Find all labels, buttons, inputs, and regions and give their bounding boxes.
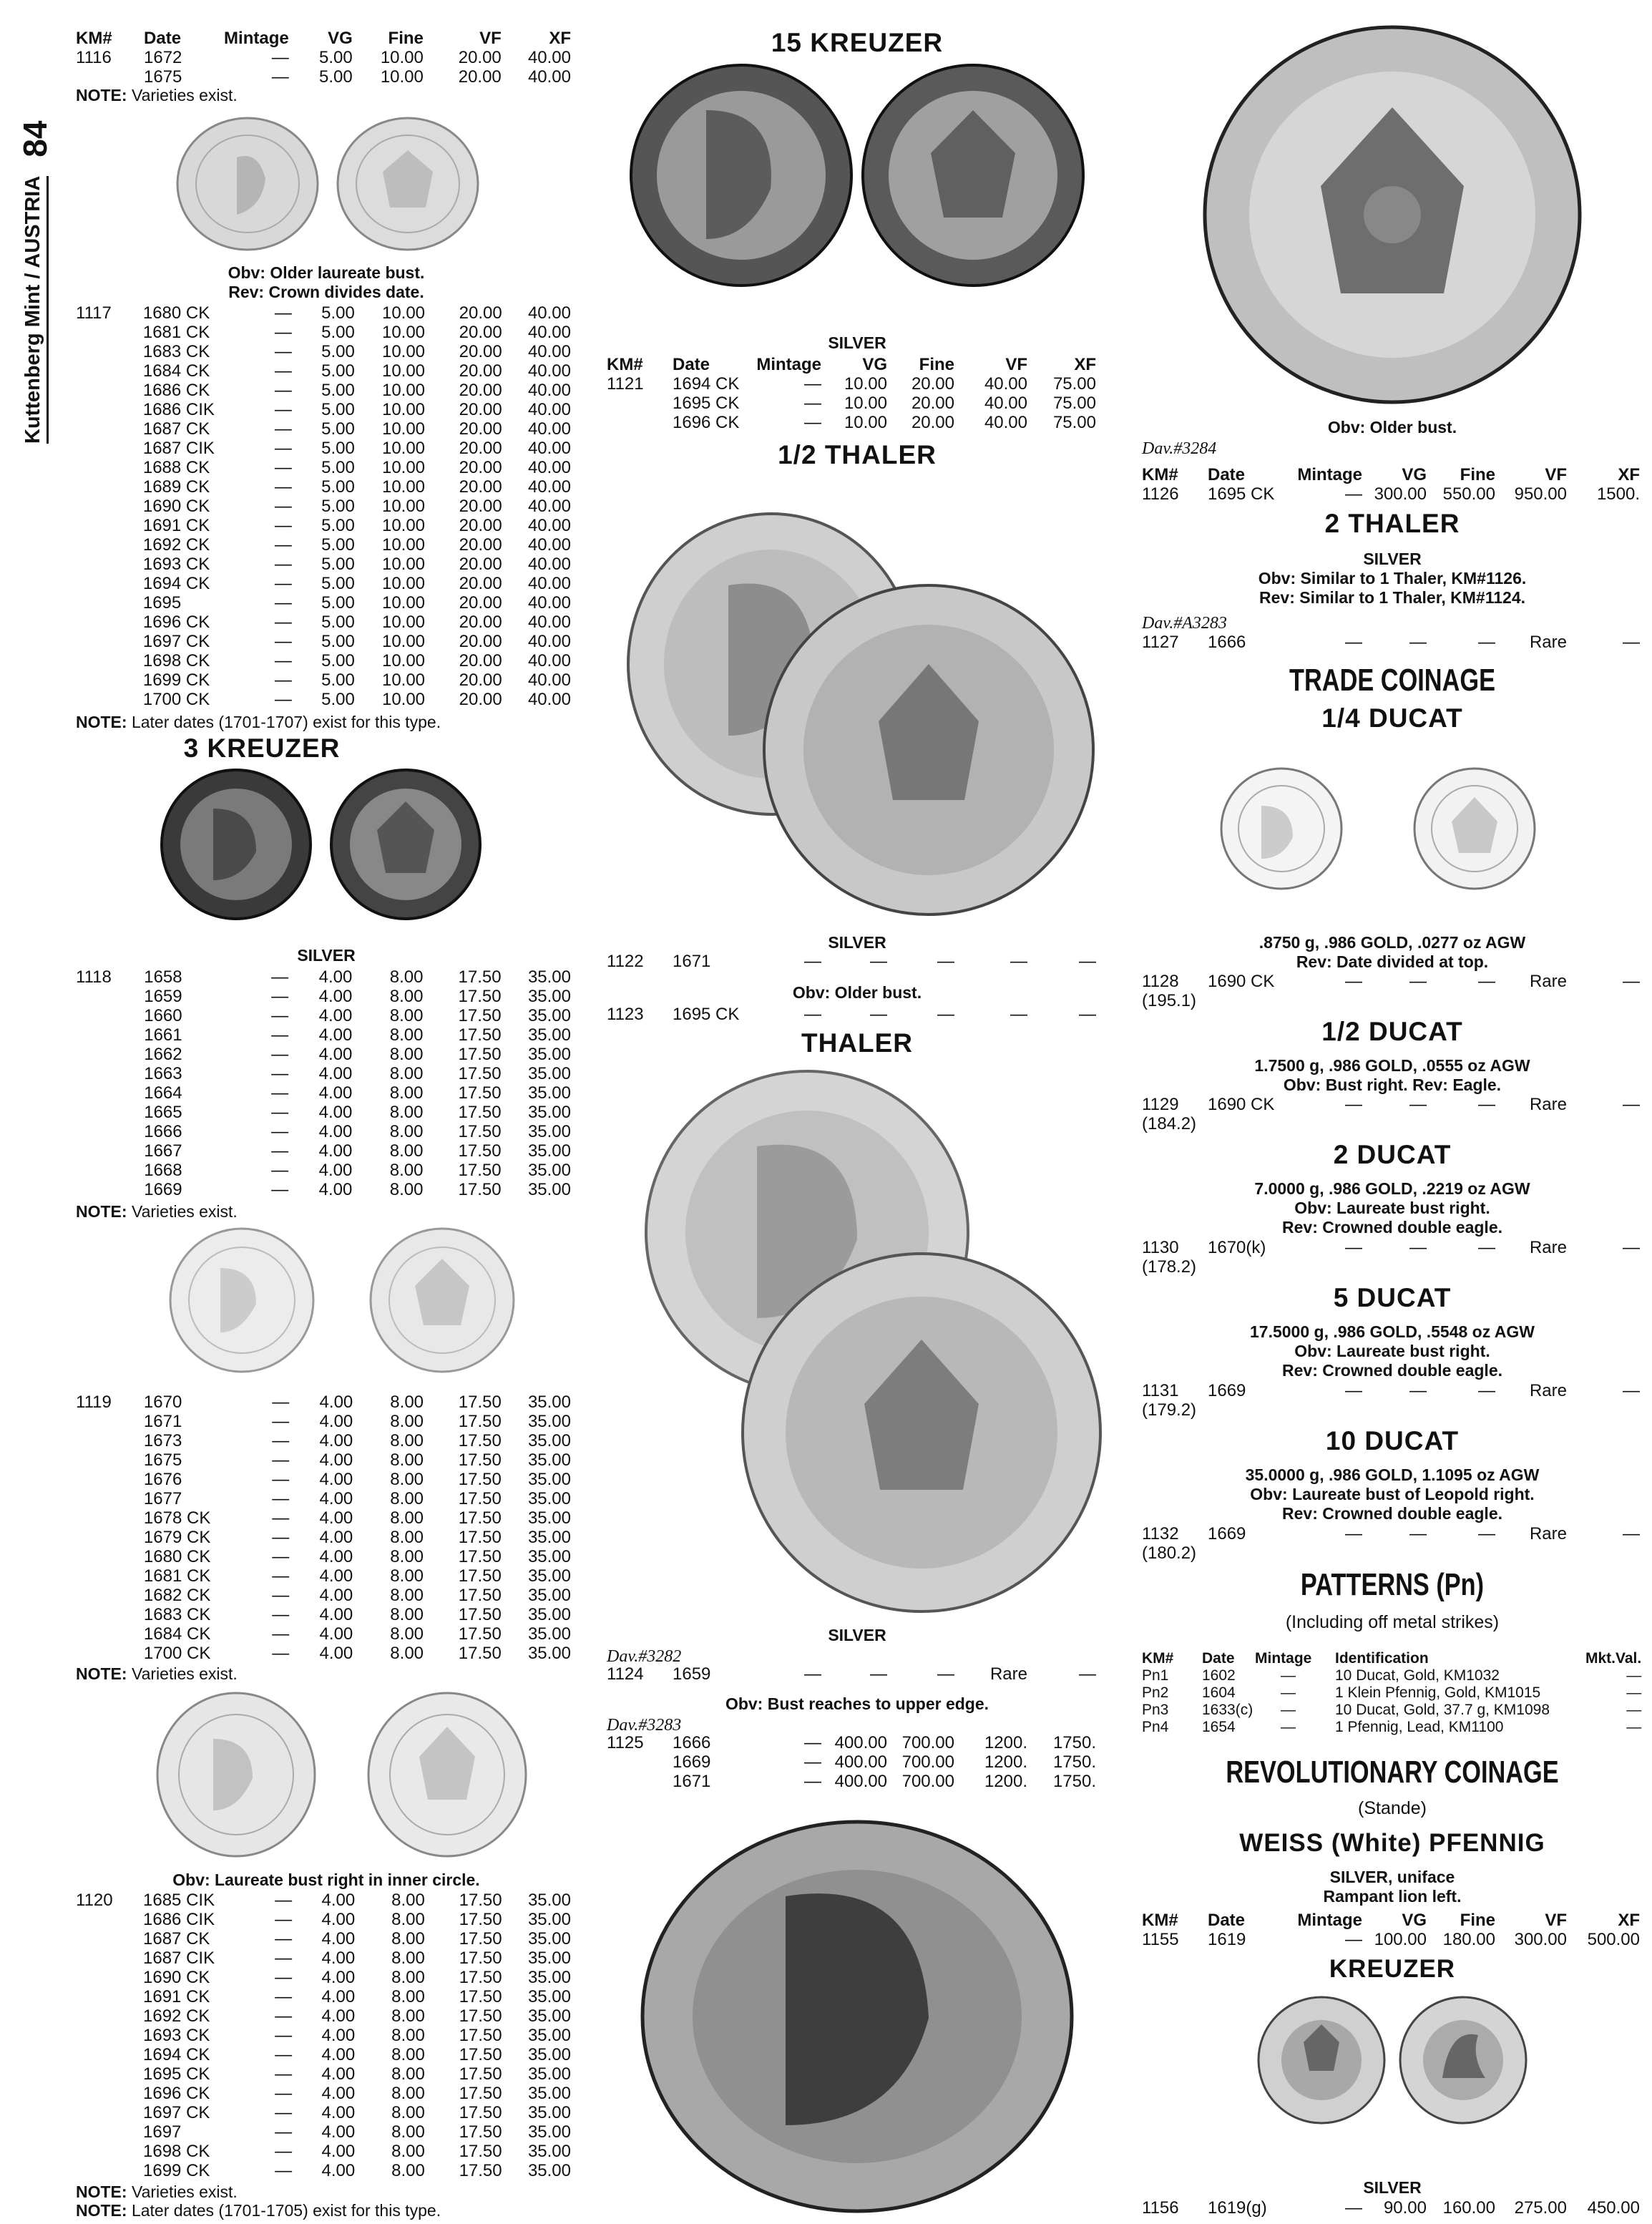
caption: 1.7500 g, .986 GOLD, .0555 oz AGW [1254, 1056, 1530, 1075]
caption: Obv: Older laureate bust. [228, 263, 425, 282]
table-row: 1124 1659 — — — Rare — [607, 1664, 1096, 1684]
km1124-dav: Dav.#3282 [607, 1647, 682, 1666]
km1125-dav: Dav.#3283 [607, 1716, 682, 1735]
col-vg: VG [328, 29, 353, 48]
col-date: Date [1208, 465, 1246, 484]
table-row: 1125 1666 — 400.00 700.00 1200. 1750. [607, 1733, 1096, 1752]
table-row: 1675 — 5.00 10.00 20.00 40.00 [144, 67, 571, 87]
patterns-rows [1142, 1667, 1641, 1736]
km1128-captions [1142, 933, 1643, 972]
km1155-table [1142, 1911, 1640, 1949]
table-row: 1691 CK — 5.00 10.00 20.00 40.00 [142, 516, 571, 535]
col-km: KM# [1142, 1911, 1178, 1930]
km1130-captions [1142, 1179, 1643, 1237]
table-row: 1121 1694 CK — 10.00 20.00 40.00 75.00 [607, 374, 1096, 394]
table-row: 1671 — 4.00 8.00 17.50 35.00 [143, 1412, 571, 1431]
table-row: 1692 CK — 4.00 8.00 17.50 35.00 [143, 2006, 571, 2026]
caption: Rev: Date divided at top. [1296, 952, 1489, 971]
col-date: Date [1208, 1911, 1246, 1930]
table-row: (178.2) [1142, 1257, 1197, 1277]
table-row: 1127 1666 — — — Rare — [1142, 633, 1640, 652]
coin-reverse-icon [363, 1689, 532, 1860]
km1117-rows [76, 303, 571, 709]
table-row: 1693 CK — 5.00 10.00 20.00 40.00 [142, 555, 571, 574]
table-row: 1659 — 4.00 8.00 17.50 35.00 [144, 987, 571, 1006]
col-xf: XF [1618, 465, 1640, 484]
patterns-subheading: (Including off metal strikes) [1285, 1612, 1500, 1632]
table-row: 1669 — 400.00 700.00 1200. 1750. [673, 1752, 1096, 1772]
km1126-caption: Obv: Older bust. [1327, 418, 1457, 436]
km1120-coin-images [113, 1689, 571, 1860]
revolutionary-subheading: (Stande) [1358, 1798, 1427, 1818]
table-row: 1696 CK — 4.00 8.00 17.50 35.00 [143, 2084, 571, 2103]
table-row: 1681 CK — 5.00 10.00 20.00 40.00 [142, 323, 571, 342]
km1118-table [76, 967, 571, 1199]
col-xf: XF [1074, 355, 1096, 374]
heading-patterns: PATTERNS (Pn) [1300, 1567, 1485, 1602]
heading-thaler: THALER [801, 1028, 914, 1058]
caption: 35.0000 g, .986 GOLD, 1.1095 oz AGW [1245, 1465, 1540, 1484]
table-row: 1695 CK — 4.00 8.00 17.50 35.00 [143, 2064, 571, 2084]
km1126-dav: Dav.#3284 [1142, 439, 1217, 458]
table-row: 1698 CK — 5.00 10.00 20.00 40.00 [142, 651, 571, 670]
table-header [1142, 1650, 1641, 1667]
table-row: 1128 1690 CK — — — Rare — [1142, 972, 1640, 991]
caption: Obv: Similar to 1 Thaler, KM#1126. [1258, 569, 1527, 587]
heading-5-ducat: 5 DUCAT [1333, 1283, 1452, 1312]
table-row: 1699 CK — 4.00 8.00 17.50 35.00 [143, 2161, 571, 2180]
coin-obverse-icon [163, 1225, 321, 1375]
km1125-caption: Obv: Bust reaches to upper edge. [725, 1694, 989, 1713]
caption: Rev: Crown divides date. [228, 283, 424, 301]
col-mintage: Mintage [1255, 1650, 1312, 1667]
table-row: 1676 — 4.00 8.00 17.50 35.00 [143, 1470, 571, 1489]
coin-obverse-icon [1253, 1992, 1389, 2128]
km1120-table [76, 1891, 571, 2180]
table-row: 1683 CK — 4.00 8.00 17.50 35.00 [143, 1605, 571, 1624]
heading-2-ducat: 2 DUCAT [1333, 1140, 1452, 1169]
table-row: 1694 CK — 5.00 10.00 20.00 40.00 [142, 574, 571, 593]
km1117-captions [76, 263, 577, 302]
col-km: KM# [1142, 1650, 1174, 1667]
table-row: 1686 CK — 5.00 10.00 20.00 40.00 [142, 381, 571, 400]
col-date: Date [673, 355, 710, 374]
caption: SILVER, uniface [1329, 1868, 1455, 1886]
coin-reverse-icon [1199, 21, 1585, 408]
table-row: 1663 — 4.00 8.00 17.50 35.00 [144, 1064, 571, 1083]
table-row: 1129 1690 CK — — — Rare — [1142, 1095, 1640, 1114]
km1118-note: NOTE: Varieties exist. [76, 1202, 238, 1221]
km1121-rows [607, 374, 1096, 432]
heading-10-ducat: 10 DUCAT [1325, 1426, 1460, 1455]
table-row: 1667 — 4.00 8.00 17.50 35.00 [144, 1141, 571, 1161]
caption: Rampant lion left. [1323, 1887, 1462, 1906]
page-number: 84 [16, 120, 54, 157]
caption: .8750 g, .986 GOLD, .0277 oz AGW [1258, 933, 1526, 952]
table-row: 1671 — 400.00 700.00 1200. 1750. [673, 1772, 1096, 1791]
km1122-table [607, 952, 1096, 971]
km1118-rows [76, 967, 571, 1199]
coin-obverse-reverse-icon [607, 1068, 1108, 1619]
km1130-table [1142, 1238, 1640, 1277]
km1119-note: NOTE: Varieties exist. [76, 1664, 238, 1683]
col-mkt-val: Mkt.Val. [1585, 1650, 1642, 1667]
table-header [1142, 465, 1640, 484]
km1129-table [1142, 1095, 1640, 1133]
heading-weiss-pfennig: WEISS (White) PFENNIG [1239, 1829, 1545, 1857]
col-vf: VF [1545, 465, 1567, 484]
col-mintage: Mintage [1297, 465, 1362, 484]
km1119-table [76, 1393, 571, 1663]
table-row: 1116 1672 — 5.00 10.00 20.00 40.00 [76, 48, 571, 67]
table-row: 1694 CK — 4.00 8.00 17.50 35.00 [143, 2045, 571, 2064]
running-head [16, 29, 66, 444]
table-row: 1690 CK — 5.00 10.00 20.00 40.00 [142, 497, 571, 516]
table-row: 1669 — 4.00 8.00 17.50 35.00 [144, 1180, 571, 1199]
heading-revolutionary-coinage: REVOLUTIONARY COINAGE [1226, 1755, 1559, 1790]
heading-half-thaler: 1/2 THALER [778, 440, 937, 469]
table-row: 1697 CK — 4.00 8.00 17.50 35.00 [143, 2103, 571, 2122]
coin-obverse-icon [172, 114, 323, 254]
km1121-coin-images [621, 60, 1093, 291]
table-row: 1699 CK — 5.00 10.00 20.00 40.00 [142, 670, 571, 690]
table-row: 1700 CK — 5.00 10.00 20.00 40.00 [142, 690, 571, 709]
caption: Obv: Laureate bust right. [1294, 1199, 1490, 1217]
table-row: 1118 1658 — 4.00 8.00 17.50 35.00 [76, 967, 571, 987]
coin-reverse-icon [859, 60, 1087, 291]
km1125-table [607, 1733, 1096, 1791]
col-identification: Identification [1335, 1650, 1429, 1667]
table-row: 1126 1695 CK — 300.00 550.00 950.00 1500. [1142, 484, 1640, 504]
km1131-table [1142, 1381, 1640, 1420]
table-row: Pn3 1633(c) — 10 Ducat, Gold, 37.7 g, KM1098 — [1142, 1702, 1642, 1718]
col-vf: VF [479, 29, 502, 48]
km1119-rows [76, 1393, 571, 1663]
km1156-metal: SILVER [1363, 2178, 1422, 2197]
table-row: 1661 — 4.00 8.00 17.50 35.00 [144, 1025, 571, 1045]
heading-15-kreuzer: 15 KREUZER [771, 28, 944, 57]
km1117-note: NOTE: Later dates (1701-1707) exist for this type. [76, 713, 441, 731]
table-row: 1700 CK — 4.00 8.00 17.50 35.00 [143, 1644, 571, 1663]
col-mintage: Mintage [756, 355, 821, 374]
km1118-metal: SILVER [297, 946, 356, 965]
table-row: (180.2) [1142, 1543, 1197, 1563]
table-row: 1695 — 5.00 10.00 20.00 40.00 [142, 593, 571, 613]
table-row: 1119 1670 — 4.00 8.00 17.50 35.00 [76, 1393, 571, 1412]
table-row: 1695 CK — 10.00 20.00 40.00 75.00 [673, 394, 1096, 413]
table-row: 1687 CIK — 4.00 8.00 17.50 35.00 [143, 1949, 571, 1968]
coin-obverse-icon [1217, 764, 1346, 893]
col-km: KM# [607, 355, 643, 374]
km1122-metal: SILVER [828, 933, 886, 952]
km1131-captions [1142, 1322, 1643, 1380]
km1126-coin-image [628, 1818, 1086, 2215]
table-row: 1681 CK — 4.00 8.00 17.50 35.00 [143, 1566, 571, 1586]
km1116-note: NOTE: Varieties exist. [76, 86, 238, 104]
km1118-coin-images [156, 766, 485, 923]
km1156-coin-images [1235, 1992, 1550, 2128]
table-row: 1684 CK — 4.00 8.00 17.50 35.00 [143, 1624, 571, 1644]
table-row: 1117 1680 CK — 5.00 10.00 20.00 40.00 [76, 303, 571, 323]
km1132-captions [1142, 1465, 1643, 1523]
heading-half-ducat: 1/2 DUCAT [1321, 1017, 1463, 1046]
km1127-captions [1142, 550, 1643, 608]
table-header [1142, 1911, 1640, 1930]
col-vg: VG [1402, 465, 1427, 484]
col-xf: XF [1618, 1911, 1640, 1930]
caption: Rev: Crowned double eagle. [1282, 1361, 1502, 1380]
km1126-coin-image-reverse [1199, 21, 1585, 408]
table-row: 1686 CIK — 4.00 8.00 17.50 35.00 [143, 1910, 571, 1929]
table-row: 1688 CK — 5.00 10.00 20.00 40.00 [142, 458, 571, 477]
col-vg: VG [1402, 1911, 1427, 1930]
caption: Obv: Laureate bust right. [1294, 1342, 1490, 1360]
km1128-table [1142, 972, 1640, 1010]
table-row: 1687 CK — 5.00 10.00 20.00 40.00 [142, 419, 571, 439]
km1117-table [76, 303, 571, 709]
heading-3-kreuzer: 3 KREUZER [183, 733, 341, 763]
table-row: Pn2 1604 — 1 Klein Pfennig, Gold, KM1015 — [1142, 1684, 1642, 1701]
col-fine: Fine [919, 355, 954, 374]
table-row: 1684 CK — 5.00 10.00 20.00 40.00 [142, 361, 571, 381]
table-row: 1122 1671 — — — — — [607, 952, 1096, 971]
table-row: 1660 — 4.00 8.00 17.50 35.00 [144, 1006, 571, 1025]
table-row: 1155 1619 — 100.00 180.00 300.00 500.00 [1142, 1930, 1640, 1949]
table-header [607, 355, 1096, 374]
caption: SILVER [1363, 550, 1422, 568]
col-xf: XF [549, 29, 571, 48]
coin-reverse-icon [326, 766, 485, 923]
table-row: 1697 — 4.00 8.00 17.50 35.00 [143, 2122, 571, 2142]
table-row: 1131 1669 — — — Rare — [1142, 1381, 1640, 1400]
table-row: 1696 CK — 10.00 20.00 40.00 75.00 [673, 413, 1096, 432]
table-row: 1120 1685 CIK — 4.00 8.00 17.50 35.00 [76, 1891, 571, 1910]
km1120-note-1: NOTE: Varieties exist. [76, 2182, 238, 2201]
km1121-table [607, 355, 1096, 432]
table-row: 1697 CK — 5.00 10.00 20.00 40.00 [142, 632, 571, 651]
table-row: 1123 1695 CK — — — — — [607, 1005, 1096, 1024]
km1127-table [1142, 633, 1640, 652]
table-row: 1690 CK — 4.00 8.00 17.50 35.00 [143, 1968, 571, 1987]
running-head-title: Kuttenberg Mint / AUSTRIA [21, 176, 49, 444]
table-row: 1665 — 4.00 8.00 17.50 35.00 [144, 1103, 571, 1122]
table-row: 1696 CK — 5.00 10.00 20.00 40.00 [142, 613, 571, 632]
table-row: 1698 CK — 4.00 8.00 17.50 35.00 [143, 2142, 571, 2161]
km1128-coin-images [1185, 764, 1571, 893]
col-mintage: Mintage [1297, 1911, 1362, 1930]
col-mintage: Mintage [224, 29, 289, 48]
km1132-table [1142, 1524, 1640, 1563]
table-row: 1132 1669 — — — Rare — [1142, 1524, 1640, 1543]
table-row: 1678 CK — 4.00 8.00 17.50 35.00 [143, 1508, 571, 1528]
km1120-rows [76, 1891, 571, 2180]
col-date: Date [144, 29, 182, 48]
heading-quarter-ducat: 1/4 DUCAT [1321, 703, 1463, 733]
table-row: (184.2) [1142, 1114, 1197, 1133]
table-row: (195.1) [1142, 991, 1197, 1010]
km1120-note-2: NOTE: Later dates (1701-1705) exist for this type. [76, 2201, 441, 2220]
table-row: 1683 CK — 5.00 10.00 20.00 40.00 [142, 342, 571, 361]
table-row: 1130 1670(k) — — — Rare — [1142, 1238, 1640, 1257]
col-fine: Fine [388, 29, 424, 48]
table-row: 1679 CK — 4.00 8.00 17.50 35.00 [143, 1528, 571, 1547]
coin-reverse-icon [333, 114, 483, 254]
km1126-table [1142, 465, 1640, 504]
km1125-rows [607, 1733, 1096, 1791]
caption: Obv: Bust right. Rev: Eagle. [1283, 1076, 1502, 1094]
km1121-metal: SILVER [828, 333, 886, 352]
coin-reverse-icon [363, 1225, 521, 1375]
table-row: 1687 CK — 4.00 8.00 17.50 35.00 [143, 1929, 571, 1949]
heading-trade-coinage: TRADE COINAGE [1289, 663, 1495, 698]
table-row: 1666 — 4.00 8.00 17.50 35.00 [144, 1122, 571, 1141]
table-header [76, 29, 571, 48]
caption: 7.0000 g, .986 GOLD, .2219 oz AGW [1254, 1179, 1530, 1198]
km1124-table [607, 1664, 1096, 1684]
table-row: 1680 CK — 4.00 8.00 17.50 35.00 [143, 1547, 571, 1566]
km1155-captions [1142, 1868, 1643, 1906]
km1117-coin-images [163, 114, 492, 254]
col-fine: Fine [1460, 465, 1495, 484]
table-row: 1693 CK — 4.00 8.00 17.50 35.00 [143, 2026, 571, 2045]
table-row: 1668 — 4.00 8.00 17.50 35.00 [144, 1161, 571, 1180]
col-km: KM# [76, 29, 112, 48]
caption: Rev: Crowned double eagle. [1282, 1504, 1502, 1523]
table-row: 1673 — 4.00 8.00 17.50 35.00 [143, 1431, 571, 1450]
coin-obverse-reverse-icon [607, 478, 1108, 922]
coin-obverse-icon [628, 1818, 1086, 2215]
km1156-table [1142, 2198, 1640, 2218]
table-row: (179.2) [1142, 1400, 1197, 1420]
km1116-rows [76, 48, 571, 87]
table-row: 1662 — 4.00 8.00 17.50 35.00 [144, 1045, 571, 1064]
table-row: 1691 CK — 4.00 8.00 17.50 35.00 [143, 1987, 571, 2006]
heading-2-thaler: 2 THALER [1324, 509, 1460, 538]
col-km: KM# [1142, 465, 1178, 484]
table-row: 1682 CK — 4.00 8.00 17.50 35.00 [143, 1586, 571, 1605]
km1124-coin-images [607, 1068, 1108, 1619]
coin-reverse-icon [1410, 764, 1539, 893]
km1124-metal: SILVER [828, 1626, 886, 1644]
km1116-table [76, 29, 571, 87]
table-row: 1687 CIK — 5.00 10.00 20.00 40.00 [142, 439, 571, 458]
table-row: 1692 CK — 5.00 10.00 20.00 40.00 [142, 535, 571, 555]
table-row: Pn4 1654 — 1 Pfennig, Lead, KM1100 — [1142, 1719, 1642, 1735]
col-fine: Fine [1460, 1911, 1495, 1930]
km1119-coin-images [113, 1225, 571, 1375]
col-vg: VG [862, 355, 887, 374]
km1123-table [607, 1005, 1096, 1024]
table-row: 1675 — 4.00 8.00 17.50 35.00 [143, 1450, 571, 1470]
heading-kreuzer: KREUZER [1329, 1955, 1456, 1983]
caption: Rev: Crowned double eagle. [1282, 1218, 1502, 1237]
table-row: 1677 — 4.00 8.00 17.50 35.00 [143, 1489, 571, 1508]
patterns-table [1142, 1650, 1641, 1736]
coin-obverse-icon [152, 1689, 321, 1860]
km1123-caption: Obv: Older bust. [792, 983, 922, 1002]
col-vf: VF [1545, 1911, 1567, 1930]
caption: Rev: Similar to 1 Thaler, KM#1124. [1259, 588, 1525, 607]
col-date: Date [1202, 1650, 1235, 1667]
table-row: 1156 1619(g) — 90.00 160.00 275.00 450.00 [1142, 2198, 1640, 2218]
km1120-caption: Obv: Laureate bust right in inner circle. [172, 1871, 480, 1889]
coin-obverse-icon [156, 766, 316, 923]
km1129-captions [1142, 1056, 1643, 1095]
coin-reverse-icon [1395, 1992, 1531, 2128]
coin-obverse-icon [627, 60, 855, 291]
caption: Obv: Laureate bust of Leopold right. [1250, 1485, 1535, 1503]
col-vf: VF [1005, 355, 1027, 374]
table-row: 1686 CIK — 5.00 10.00 20.00 40.00 [142, 400, 571, 419]
caption: 17.5000 g, .986 GOLD, .5548 oz AGW [1250, 1322, 1535, 1341]
table-row: 1664 — 4.00 8.00 17.50 35.00 [144, 1083, 571, 1103]
table-row: 1689 CK — 5.00 10.00 20.00 40.00 [142, 477, 571, 497]
km1127-dav: Dav.#A3283 [1142, 614, 1227, 633]
table-row: Pn1 1602 — 10 Ducat, Gold, KM1032 — [1142, 1667, 1642, 1684]
km1122-coin-images [607, 478, 1108, 922]
